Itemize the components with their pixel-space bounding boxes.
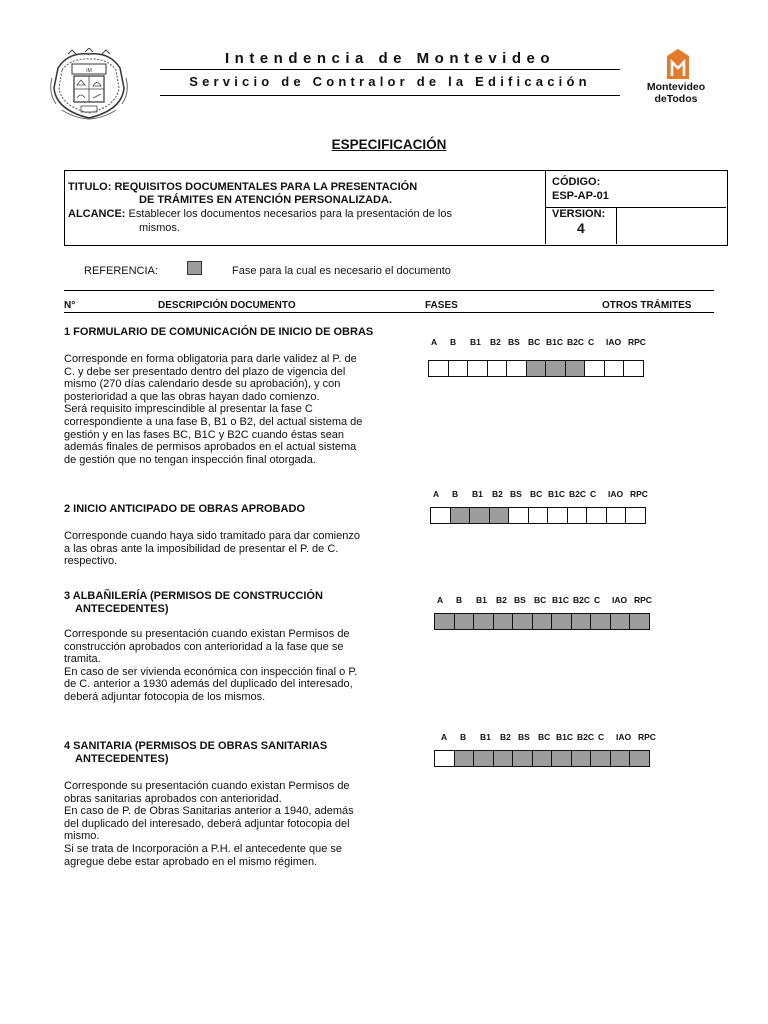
phase-cell-b1 xyxy=(473,613,494,630)
paragraph-line: de C. anterior a 1930 además del duplicado del interesado, xyxy=(64,678,353,691)
paragraph-line: Si se trata de Incorporación a P.H. el antecedente que se xyxy=(64,842,343,855)
phase-cell-a xyxy=(434,750,455,767)
paragraph-line: mismo (270 días calendario desde su aprobación), y con xyxy=(64,378,341,391)
phase-cell-c xyxy=(590,750,611,767)
column-header-other-procedures: OTROS TRÁMITES xyxy=(602,300,692,311)
section-4-title xyxy=(64,740,327,766)
phase-label-rpc: RPC xyxy=(634,595,652,605)
paragraph-line: posterioridad a que las obras hayan dado comienzo. xyxy=(64,390,320,403)
section-title-line: ANTECEDENTES) xyxy=(75,603,169,615)
paragraph-line: tramita. xyxy=(64,653,101,666)
phase-cell-b1 xyxy=(469,507,490,524)
paragraph-line: mismo. xyxy=(64,830,100,843)
phase-label-bc: BC xyxy=(534,595,547,605)
section-title-line: ANTECEDENTES) xyxy=(75,753,169,765)
section-3-title xyxy=(64,590,323,616)
section-4-phase-labels xyxy=(438,732,658,743)
column-header-number: N° xyxy=(64,300,76,311)
phase-label-a: A xyxy=(433,489,440,499)
paragraph-line: agregue debe estar aprobado en el mismo régimen. xyxy=(64,855,318,868)
phase-label-b1: B1 xyxy=(470,337,481,347)
code-value: ESP-AP-01 xyxy=(552,190,609,202)
phase-cell-iao xyxy=(610,613,631,630)
paragraph-line: Corresponde cuando haya sido tramitado para dar comienzo xyxy=(64,530,360,542)
phase-label-iao: IAO xyxy=(612,595,628,605)
phase-cell-b2c xyxy=(565,360,586,377)
paragraph-line: obras sanitarias aprobados con anterioridad. xyxy=(64,792,282,805)
phase-cell-bc xyxy=(528,507,549,524)
section-2-phase-cells xyxy=(430,507,650,524)
section-2-phase-labels xyxy=(430,489,650,500)
logo-line-1: Montevideo xyxy=(646,81,706,93)
phase-cell-b1 xyxy=(467,360,488,377)
phase-cell-b2 xyxy=(489,507,510,524)
paragraph-line: deberá adjuntar fotocopia de los mismos. xyxy=(64,690,266,703)
phase-label-b: B xyxy=(450,337,457,347)
column-header-description: DESCRIPCIÓN DOCUMENTO xyxy=(158,300,296,311)
scope-label: ALCANCE: xyxy=(68,208,126,220)
org-name: Intendencia de Montevideo xyxy=(224,50,556,67)
paragraph-line: Corresponde su presentación cuando existan Permisos de xyxy=(64,628,350,640)
section-1-phase-labels xyxy=(428,337,648,348)
logo-line-2: deTodos xyxy=(654,93,698,105)
reference-text: Fase para la cual es necesario el documento xyxy=(232,265,451,277)
phase-cell-c xyxy=(586,507,607,524)
version-value: 4 xyxy=(577,220,585,236)
phase-cell-a xyxy=(430,507,451,524)
section-2-title xyxy=(64,503,305,516)
phase-cell-iao xyxy=(606,507,627,524)
paragraph-line: de gestión que no tengan inspección final otorgada. xyxy=(64,453,316,466)
phase-label-b: B xyxy=(456,595,463,605)
phase-label-b: B xyxy=(460,732,467,742)
section-4-description xyxy=(64,780,385,868)
section-4-phase-cells xyxy=(434,750,654,767)
phase-cell-rpc xyxy=(629,750,650,767)
phase-label-bs: BS xyxy=(510,489,522,499)
paragraph-line: además finales de permisos aprobados en el actual sistema xyxy=(64,441,357,454)
phase-label-bs: BS xyxy=(508,337,520,347)
phase-label-b1: B1 xyxy=(480,732,491,742)
phase-cell-a xyxy=(428,360,449,377)
phase-cell-c xyxy=(590,613,611,630)
phase-cell-bc xyxy=(532,613,553,630)
title-text-1: REQUISITOS DOCUMENTALES PARA LA PRESENTACIÓN xyxy=(114,181,418,193)
seal-label: IM xyxy=(86,68,92,74)
phase-cell-bs xyxy=(508,507,529,524)
phase-label-rpc: RPC xyxy=(628,337,646,347)
scope-text-2: mismos. xyxy=(139,222,180,234)
phase-cell-b2c xyxy=(571,613,592,630)
paragraph-line: respectivo. xyxy=(64,555,118,568)
phase-label-b2c: B2C xyxy=(569,489,587,499)
phase-label-b1c: B1C xyxy=(546,337,564,347)
phase-label-iao: IAO xyxy=(608,489,624,499)
phase-cell-b2 xyxy=(493,750,514,767)
phase-label-c: C xyxy=(590,489,597,499)
phase-cell-b2 xyxy=(493,613,514,630)
paragraph-line: del duplicado del interesado, deberá adjuntar fotocopia del xyxy=(64,817,350,830)
phase-label-rpc: RPC xyxy=(630,489,648,499)
phase-cell-b1c xyxy=(551,613,572,630)
phase-label-b2c: B2C xyxy=(573,595,591,605)
paragraph-line: a las obras ante la imposibilidad de presentar el P. de C. xyxy=(64,542,339,555)
phase-cell-rpc xyxy=(629,613,650,630)
section-title-line: 1 FORMULARIO DE COMUNICACIÓN DE INICIO DE OBRAS xyxy=(64,326,374,338)
phase-label-b2: B2 xyxy=(490,337,501,347)
phase-cell-b2c xyxy=(567,507,588,524)
phase-label-b2: B2 xyxy=(500,732,511,742)
phase-cell-iao xyxy=(610,750,631,767)
phase-label-b2c: B2C xyxy=(567,337,585,347)
phase-cell-rpc xyxy=(623,360,644,377)
phase-label-b1c: B1C xyxy=(548,489,566,499)
phase-label-b2: B2 xyxy=(492,489,503,499)
phase-cell-c xyxy=(584,360,605,377)
title-label: TITULO: xyxy=(68,181,112,193)
phase-label-b1c: B1C xyxy=(556,732,574,742)
paragraph-line: Corresponde su presentación cuando existan Permisos de xyxy=(64,780,350,792)
phase-cell-b xyxy=(454,613,475,630)
phase-label-b1: B1 xyxy=(472,489,483,499)
phase-cell-b2 xyxy=(487,360,508,377)
phase-label-b: B xyxy=(452,489,459,499)
reference-label: REFERENCIA: xyxy=(84,265,158,277)
paragraph-line: C. y debe ser presentado dentro del plazo de vigencia del xyxy=(64,365,346,378)
phase-cell-b2c xyxy=(571,750,592,767)
phase-label-a: A xyxy=(431,337,438,347)
phase-cell-b1c xyxy=(547,507,568,524)
paragraph-line: Será requisito imprescindible al presentar la fase C xyxy=(64,403,313,416)
phase-cell-bc xyxy=(532,750,553,767)
phase-cell-bs xyxy=(512,750,533,767)
paragraph-line: construcción aprobados con anterioridad a la fase que se xyxy=(64,640,344,653)
phase-label-c: C xyxy=(594,595,601,605)
phase-cell-bc xyxy=(526,360,547,377)
phase-cell-b1 xyxy=(473,750,494,767)
section-1-phase-cells xyxy=(428,360,648,377)
phase-label-iao: IAO xyxy=(616,732,632,742)
version-label: VERSION: xyxy=(552,208,606,220)
section-title-line: 2 INICIO ANTICIPADO DE OBRAS APROBADO xyxy=(64,503,305,515)
scope-text-1: Establecer los documentos necesarios para la presentación de los xyxy=(128,208,452,220)
paragraph-line: Corresponde en forma obligatoria para darle validez al P. de xyxy=(64,353,357,365)
phase-label-bc: BC xyxy=(538,732,551,742)
phase-label-a: A xyxy=(441,732,448,742)
document-heading: ESPECIFICACIÓN xyxy=(331,137,447,152)
service-name: Servicio de Contralor de la Edificación xyxy=(189,74,591,89)
phase-label-b1c: B1C xyxy=(552,595,570,605)
phase-cell-bs xyxy=(512,613,533,630)
column-header-phases: FASES xyxy=(425,300,458,311)
phase-label-bc: BC xyxy=(530,489,543,499)
phase-cell-b1c xyxy=(545,360,566,377)
phase-label-c: C xyxy=(598,732,605,742)
phase-cell-b1c xyxy=(551,750,572,767)
phase-label-b2: B2 xyxy=(496,595,507,605)
phase-cell-b xyxy=(448,360,469,377)
phase-label-iao: IAO xyxy=(606,337,622,347)
code-label: CÓDIGO: xyxy=(552,176,601,188)
section-1-description xyxy=(64,353,385,466)
phase-label-b1: B1 xyxy=(476,595,487,605)
phase-label-a: A xyxy=(437,595,444,605)
section-title-line: 4 SANITARIA (PERMISOS DE OBRAS SANITARIAS xyxy=(64,740,328,752)
phase-label-bs: BS xyxy=(518,732,530,742)
phase-label-bs: BS xyxy=(514,595,526,605)
phase-label-rpc: RPC xyxy=(638,732,656,742)
phase-label-c: C xyxy=(588,337,595,347)
paragraph-line: correspondiente a una fase B, B1 o B2, del actual sistema de xyxy=(64,415,363,428)
phase-cell-rpc xyxy=(625,507,646,524)
section-3-phase-cells xyxy=(434,613,654,630)
section-2-description xyxy=(64,530,385,568)
section-3-description xyxy=(64,628,385,704)
title-text-2: DE TRÁMITES EN ATENCIÓN PERSONALIZADA. xyxy=(139,194,393,206)
phase-label-b2c: B2C xyxy=(577,732,595,742)
section-3-phase-labels xyxy=(434,595,654,606)
paragraph-line: En caso de P. de Obras Sanitarias anterior a 1940, además xyxy=(64,805,354,818)
phase-cell-iao xyxy=(604,360,625,377)
phase-cell-bs xyxy=(506,360,527,377)
section-1-title xyxy=(64,326,373,339)
phase-cell-b xyxy=(454,750,475,767)
paragraph-line: En caso de ser vivienda económica con inspección final o P. xyxy=(64,665,358,678)
phase-cell-b xyxy=(450,507,471,524)
phase-cell-a xyxy=(434,613,455,630)
phase-label-bc: BC xyxy=(528,337,541,347)
section-title-line: 3 ALBAÑILERÍA (PERMISOS DE CONSTRUCCIÓN xyxy=(64,590,323,602)
paragraph-line: gestión y en las fases BC, B1C y B2C cuando éstas sean xyxy=(64,428,345,441)
